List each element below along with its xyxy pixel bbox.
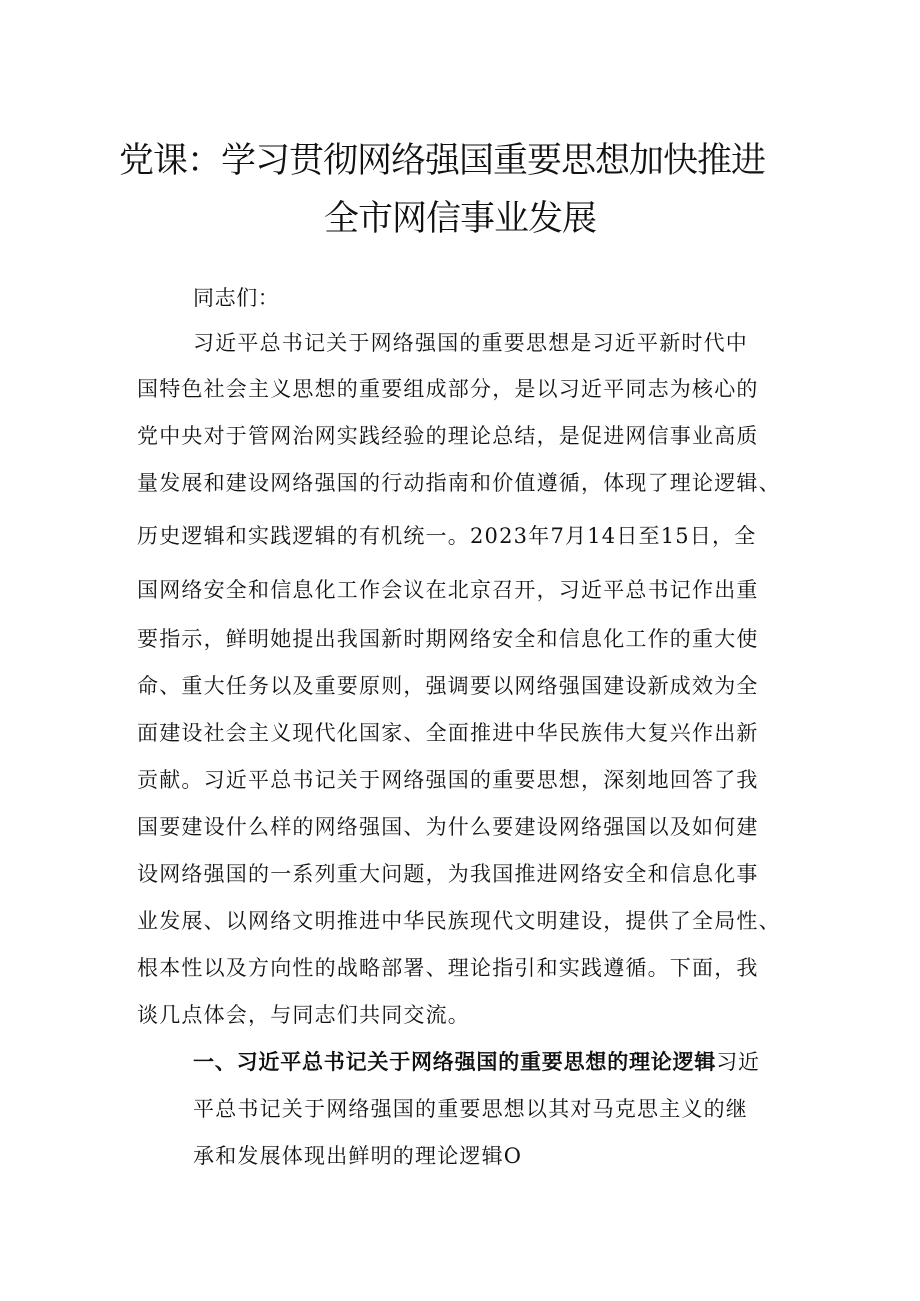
paragraph-line: 业发展、以网络文明推进中华民族现代文明建设，提供了全局性、 [137,909,781,933]
paragraph-line: 谈几点体会，与同志们共同交流。 [137,1003,470,1027]
section-line: 承和发展体现出鲜明的理论逻辑O [193,1144,523,1168]
paragraph-line: 国要建设什么样的网络强国、为什么要建设网络强国以及如何建 [137,815,759,839]
paragraph-line: 历史逻辑和实践逻辑的有机统一。2023年7月14日至15日，全 [137,524,757,548]
paragraph-line: 设网络强国的一系列重大问题，为我国推进网络安全和信息化事 [137,862,759,886]
paragraph-line: 党中央对于管网治网实践经验的理论总结，是促进网信事业高质 [137,424,759,448]
paragraph-line: 面建设社会主义现代化国家、全面推进中华民族伟大复兴作出新 [137,721,759,745]
section-heading-tail: 习近 [716,1050,760,1074]
section-line: 平总书记关于网络强国的重要思想以其对马克思主义的继 [193,1097,748,1121]
document-title-line-1: 党课：学习贯彻网络强国重要思想加快推进 [118,141,765,181]
document-title-line-2: 全市网信事业发展 [323,199,596,239]
section-heading: 一、习近平总书记关于网络强国的重要思想的理论逻辑 [193,1049,717,1074]
paragraph-line: 根本性以及方向性的战略部署、理论指引和实践遵循。下面，我 [137,956,759,980]
paragraph-line: 国特色社会主义思想的重要组成部分，是以习近平同志为核心的 [137,377,759,401]
paragraph-line: 要指示，鲜明她提出我国新时期网络安全和信息化工作的重大使 [137,627,759,651]
section-heading-line [193,1046,760,1076]
paragraph-line: 量发展和建设网络强国的行动指南和价值遵循，体现了理论逻辑、 [137,471,781,495]
paragraph-line: 命、重大任务以及重要原则，强调要以网络强国建设新成效为全 [137,674,759,698]
salutation: 同志们： [193,286,280,310]
paragraph-line: 习近平总书记关于网络强国的重要思想是习近平新时代中 [193,331,748,355]
paragraph-line: 贡献。习近平总书记关于网络强国的重要思想，深刻地回答了我 [137,768,759,792]
paragraph-line: 国网络安全和信息化工作会议在北京召开，习近平总书记作出重 [137,578,759,602]
